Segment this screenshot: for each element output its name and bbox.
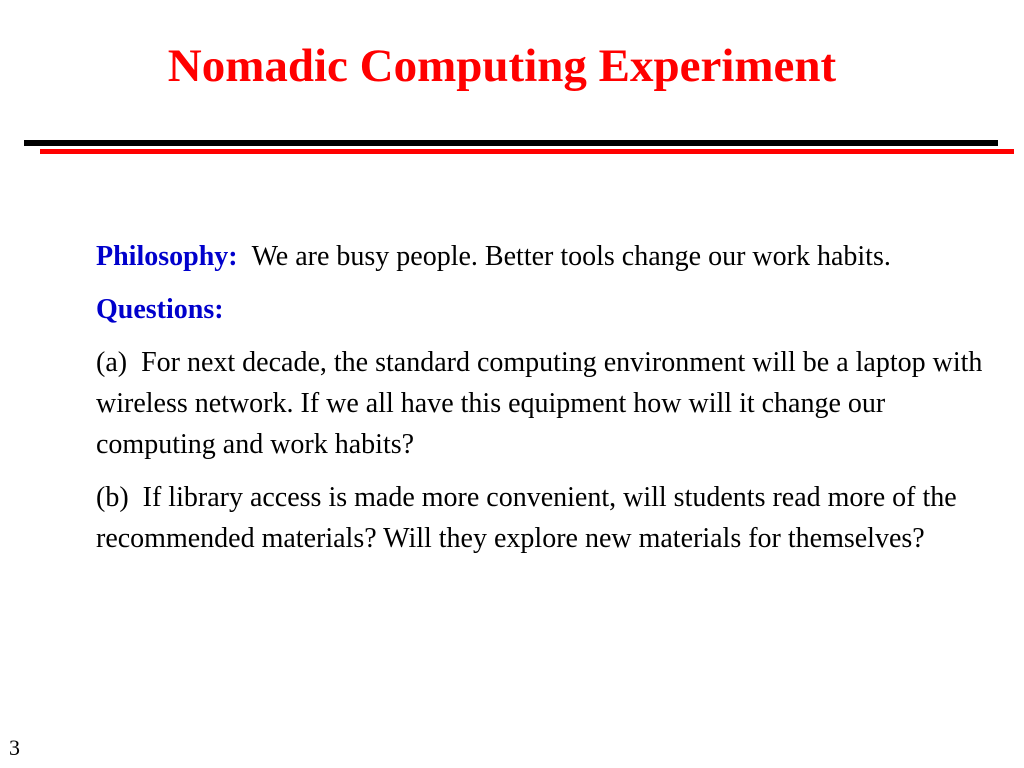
title-rule-black — [24, 140, 998, 146]
question-b-paragraph — [96, 477, 996, 559]
philosophy-paragraph — [96, 236, 996, 277]
question-b-text: If library access is made more convenient, will students read more of the recommended materials? Will they explore new materials for themselves? — [96, 482, 957, 554]
philosophy-label: Philosophy: — [96, 241, 238, 272]
slide-title: Nomadic Computing Experiment — [167, 40, 837, 92]
questions-label: Questions: — [96, 294, 224, 325]
question-a-marker: (a) — [96, 347, 128, 378]
slide-body — [96, 236, 996, 559]
question-a-text: For next decade, the standard computing environment will be a laptop with wireless network. If we all have this equipment how will it change our computing and work habits? — [96, 347, 983, 460]
question-b-marker: (b) — [96, 482, 129, 513]
questions-heading-paragraph — [96, 289, 996, 330]
title-rule-red — [40, 149, 1014, 154]
question-a-paragraph — [96, 342, 996, 465]
philosophy-text: We are busy people. Better tools change our work habits. — [251, 241, 891, 272]
page-number: 3 — [9, 735, 20, 760]
